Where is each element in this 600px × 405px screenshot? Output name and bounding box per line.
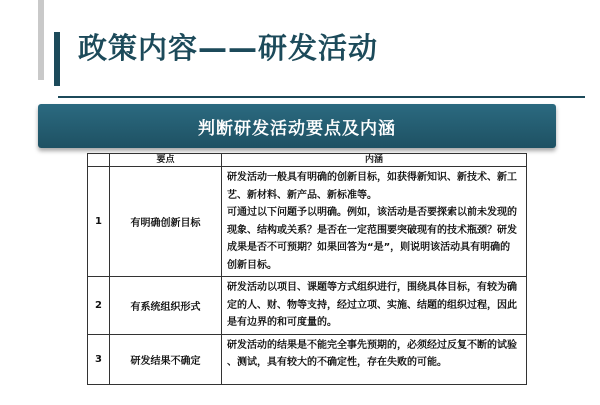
row-number: 2 [88, 277, 110, 335]
desc-line: 创新目标。 [227, 259, 277, 271]
table-row [88, 334, 527, 384]
desc-line: 成果是否不可预期？如果回答为“是”，则说明该活动具有明确的 [227, 242, 511, 253]
desc-line: 是有边界的和可度量的。 [227, 317, 337, 328]
table-row [88, 167, 527, 277]
row-description [222, 167, 527, 277]
header-point: 要点 [110, 154, 222, 167]
slide-title: 政策内容——研发活动 [78, 31, 379, 65]
table-row [88, 277, 527, 335]
banner-text: 判断研发活动要点及内涵 [198, 118, 396, 139]
desc-line: 现象、结构或关系？是否在一定范围要突破现有的技术瓶颈？研发 [227, 224, 517, 236]
row-point: 有明确创新目标 [110, 167, 222, 277]
decorative-bar-dark [54, 32, 60, 86]
header-number [88, 154, 110, 167]
desc-line: 、测试，具有较大的不确定性，存在失败的可能。 [227, 357, 447, 368]
table-header-row [88, 154, 527, 167]
row-point: 有系统组织形式 [110, 277, 222, 335]
row-description [222, 277, 527, 335]
row-number: 1 [88, 167, 110, 277]
title-divider [58, 96, 585, 98]
desc-line: 研发活动一般具有明确的创新目标，如获得新知识、新技术、新工 [227, 172, 517, 183]
desc-line: 定的人、财、物等支持，经过立项、实施、结题的组织过程，因此 [227, 299, 517, 311]
requirements-table [87, 153, 527, 385]
desc-line: 可通过以下问题予以明确。例如，该活动是否要探索以前未发现的 [227, 207, 517, 218]
header-desc: 内涵 [222, 154, 527, 167]
row-description [222, 334, 527, 384]
section-banner [38, 104, 556, 148]
desc-line: 研发活动以项目、课题等方式组织进行，围绕具体目标，有较为确 [227, 282, 517, 293]
desc-line: 艺、新材料、新产品、新标准等。 [227, 189, 377, 201]
decorative-bar-light [38, 0, 44, 80]
desc-line: 研发活动的结果是不能完全事先预期的，必须经过反复不断的试验 [227, 339, 517, 351]
row-number: 3 [88, 334, 110, 384]
row-point: 研发结果不确定 [110, 334, 222, 384]
